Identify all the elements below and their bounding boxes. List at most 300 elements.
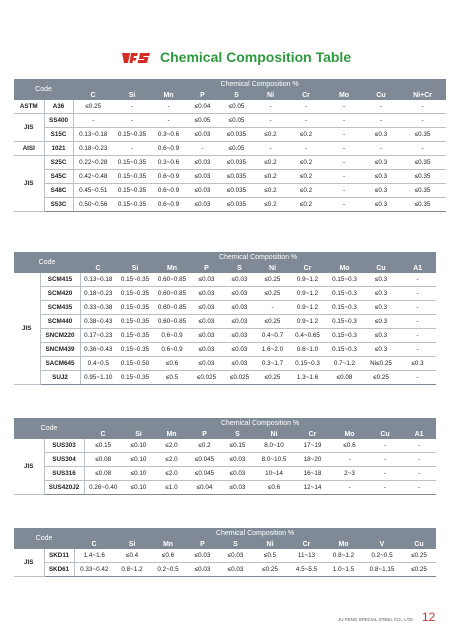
grade-cell: SUS420J2 <box>44 481 84 495</box>
jfs-logo <box>120 50 154 66</box>
value-cell: 0.4~0.5 <box>80 357 116 371</box>
value-cell: 0.13~0.18 <box>73 128 113 142</box>
value-cell: 0.2~0.5 <box>150 563 186 577</box>
value-cell: - <box>287 114 325 128</box>
value-cell: 0.15~0.35 <box>116 371 154 385</box>
value-cell: 0.13~0.18 <box>80 273 116 287</box>
value-cell: ≤0.25 <box>363 371 399 385</box>
value-cell: - <box>402 439 436 453</box>
grade-cell: S45C <box>44 170 73 184</box>
value-cell: ≤0.6 <box>331 439 368 453</box>
value-cell: 0.15~0.3 <box>326 301 363 315</box>
grade-cell: SUS304 <box>44 453 84 467</box>
value-cell: ≤0.03 <box>186 198 219 212</box>
value-cell: 4.5~5.5 <box>288 563 325 577</box>
value-cell: - <box>113 142 151 156</box>
table-row <box>14 114 446 128</box>
value-cell: ≤0.2 <box>287 184 325 198</box>
col-header: C <box>74 539 114 549</box>
standard-cell: JIS <box>14 156 44 212</box>
value-cell: 0.15~0.35 <box>116 287 154 301</box>
grade-cell: SUS303 <box>44 439 84 453</box>
value-cell: 0.6~0.9 <box>151 170 186 184</box>
table-row <box>14 198 446 212</box>
value-cell: ≤0.25 <box>402 563 436 577</box>
standard-cell: JIS <box>14 114 44 142</box>
value-cell: ≤0.3 <box>399 357 436 371</box>
value-cell: 0.15~0.3 <box>326 273 363 287</box>
value-cell: ≤2.0 <box>155 439 188 453</box>
value-cell: ≤0.03 <box>223 273 256 287</box>
col-header: Cr <box>288 539 325 549</box>
col-header: Mo <box>331 429 368 439</box>
value-cell: ≤0.3 <box>363 343 399 357</box>
value-cell: - <box>363 100 399 114</box>
grade-cell: SCM435 <box>40 301 80 315</box>
chem-table-stainless-steel <box>14 418 436 495</box>
grade-cell: S48C <box>44 184 73 198</box>
grade-cell: SKD11 <box>44 549 74 563</box>
value-cell: 1.3~1.6 <box>289 371 326 385</box>
value-cell: - <box>325 100 363 114</box>
value-cell: - <box>256 301 289 315</box>
grade-cell: SCM440 <box>40 315 80 329</box>
value-cell: ≤2.0 <box>155 467 188 481</box>
col-header: S <box>223 263 256 273</box>
standard-cell: ASTM <box>14 100 44 114</box>
value-cell: ≤1.0 <box>155 481 188 495</box>
value-cell: 0.4~0.65 <box>289 329 326 343</box>
value-cell: - <box>73 114 113 128</box>
col-header: P <box>186 539 219 549</box>
value-cell: ≤0.3 <box>363 198 399 212</box>
value-cell: 0.45~0.51 <box>73 184 113 198</box>
grade-cell: S15C <box>44 128 73 142</box>
code-header: Code <box>14 79 73 100</box>
col-header: S <box>219 539 252 549</box>
value-cell: ≤0.3 <box>363 301 399 315</box>
value-cell: 0.9~1.2 <box>289 273 326 287</box>
table-row <box>14 563 436 577</box>
value-cell: - <box>399 287 436 301</box>
value-cell: 0.17~0.23 <box>80 329 116 343</box>
grade-cell: SNCM220 <box>40 329 80 343</box>
value-cell: 0.9~1.2 <box>289 315 326 329</box>
table-row <box>14 100 446 114</box>
value-cell: - <box>186 142 219 156</box>
value-cell: - <box>151 114 186 128</box>
code-header: Code <box>14 418 84 439</box>
value-cell: ≤0.25 <box>402 549 436 563</box>
col-header: Mo <box>326 263 363 273</box>
value-cell: 0.3~0.6 <box>151 156 186 170</box>
value-cell: - <box>399 273 436 287</box>
value-cell: - <box>325 128 363 142</box>
value-cell: ≤0.5 <box>154 371 190 385</box>
value-cell: 0.15~0.35 <box>116 315 154 329</box>
value-cell: ≤2.0 <box>155 453 188 467</box>
grade-cell: S53C <box>44 198 73 212</box>
value-cell: 0.50~0.56 <box>73 198 113 212</box>
standard-cell: JIS <box>14 549 44 577</box>
value-cell: - <box>254 100 287 114</box>
table-row <box>14 273 436 287</box>
table-row <box>14 343 436 357</box>
value-cell: ≤0.3 <box>363 329 399 343</box>
value-cell: 0.15~0.3 <box>326 287 363 301</box>
value-cell: 1.4~1.6 <box>74 549 114 563</box>
value-cell: ≤0.03 <box>190 273 223 287</box>
col-header: Cu <box>368 429 402 439</box>
value-cell: ≤0.035 <box>219 198 254 212</box>
col-header: Si <box>116 263 154 273</box>
value-cell: 10~14 <box>254 467 294 481</box>
value-cell: ≤0.03 <box>186 184 219 198</box>
value-cell: 2~3 <box>331 467 368 481</box>
table-row <box>14 156 446 170</box>
value-cell: ≤0.2 <box>254 128 287 142</box>
chem-table-tool-steel <box>14 528 436 577</box>
grade-cell: SACM645 <box>40 357 80 371</box>
value-cell: ≤0.05 <box>219 114 254 128</box>
value-cell: 0.15~0.35 <box>116 301 154 315</box>
grade-cell: SNCM439 <box>40 343 80 357</box>
value-cell: ≤0.03 <box>223 287 256 301</box>
footer-company: JU FENG SPECIAL STEEL CO., LTD. <box>338 617 414 622</box>
value-cell: ≤0.03 <box>219 563 252 577</box>
value-cell: 1.6~2.0 <box>256 343 289 357</box>
col-header: Cr <box>294 429 331 439</box>
value-cell: - <box>363 142 399 156</box>
value-cell: - <box>325 184 363 198</box>
col-header: Cu <box>363 90 399 100</box>
value-cell: - <box>363 114 399 128</box>
value-cell: ≤0.035 <box>219 128 254 142</box>
value-cell: 0.15~0.3 <box>326 343 363 357</box>
value-cell: 0.15~0.3 <box>326 329 363 343</box>
value-cell: 0.8~1.2 <box>325 549 362 563</box>
value-cell: ≤0.2 <box>287 128 325 142</box>
value-cell: ≤0.03 <box>190 343 223 357</box>
col-header: A1 <box>399 263 436 273</box>
value-cell: ≤0.2 <box>254 184 287 198</box>
value-cell: ≤0.2 <box>287 170 325 184</box>
value-cell: 0.95~1.10 <box>80 371 116 385</box>
value-cell: 0.15~0.35 <box>116 273 154 287</box>
value-cell: ≤0.35 <box>399 128 446 142</box>
grade-cell: SKD61 <box>44 563 74 577</box>
table-row <box>14 301 436 315</box>
col-header: Cr <box>287 90 325 100</box>
grade-cell: SCM420 <box>40 287 80 301</box>
value-cell: 0.9~1.2 <box>289 287 326 301</box>
grade-cell: SUJ2 <box>40 371 80 385</box>
code-header: Code <box>14 528 74 549</box>
col-header: Ni <box>254 429 294 439</box>
col-header: Cu <box>363 263 399 273</box>
value-cell: 0.60~0.85 <box>154 301 190 315</box>
col-header: C <box>84 429 122 439</box>
value-cell: 0.8~1.15 <box>362 563 402 577</box>
value-cell: ≤0.6 <box>254 481 294 495</box>
value-cell: ≤0.25 <box>256 287 289 301</box>
value-cell: ≤0.3 <box>363 315 399 329</box>
table-row <box>14 439 436 453</box>
value-cell: ≤0.045 <box>188 453 221 467</box>
value-cell: - <box>399 142 446 156</box>
value-cell: ≤0.035 <box>219 184 254 198</box>
value-cell: ≤0.2 <box>254 170 287 184</box>
value-cell: - <box>331 481 368 495</box>
value-cell: ≤0.2 <box>287 156 325 170</box>
value-cell: 0.15~0.3 <box>326 315 363 329</box>
value-cell: ≤0.03 <box>223 329 256 343</box>
value-cell: - <box>287 100 325 114</box>
value-cell: - <box>399 329 436 343</box>
value-cell: - <box>254 114 287 128</box>
value-cell: - <box>325 156 363 170</box>
value-cell: ≤0.35 <box>399 170 446 184</box>
value-cell: 0.15~0.35 <box>116 329 154 343</box>
value-cell: ≤0.10 <box>122 467 155 481</box>
value-cell: ≤0.03 <box>186 156 219 170</box>
chem-header: Chemical Composition % <box>74 528 436 539</box>
col-header: C <box>73 90 113 100</box>
value-cell: ≤0.10 <box>122 453 155 467</box>
chem-table-alloy-steel <box>14 252 436 385</box>
col-header: Ni+Cr <box>399 90 446 100</box>
value-cell: ≤0.03 <box>186 170 219 184</box>
value-cell: 0.15~0.35 <box>113 170 151 184</box>
value-cell: 0.8~1.2 <box>114 563 150 577</box>
value-cell: ≤0.08 <box>326 371 363 385</box>
col-header: Ni <box>254 90 287 100</box>
value-cell: 0.26~0.40 <box>84 481 122 495</box>
value-cell: ≤0.03 <box>223 315 256 329</box>
value-cell: ≤0.035 <box>219 170 254 184</box>
value-cell: 0.6~0.9 <box>151 198 186 212</box>
table-row <box>14 357 436 371</box>
col-header: Mo <box>325 90 363 100</box>
value-cell: ≤0.35 <box>399 156 446 170</box>
value-cell: - <box>399 100 446 114</box>
value-cell: - <box>402 453 436 467</box>
value-cell: ≤0.10 <box>122 481 155 495</box>
value-cell: ≤0.6 <box>154 357 190 371</box>
grade-cell: SCM415 <box>40 273 80 287</box>
value-cell: 8.0~10 <box>254 439 294 453</box>
value-cell: 0.42~0.48 <box>73 170 113 184</box>
value-cell: ≤0.35 <box>399 184 446 198</box>
col-header: Ni <box>252 539 288 549</box>
page-number: 12 <box>422 610 436 624</box>
value-cell: ≤0.6 <box>150 549 186 563</box>
value-cell: Ni≤0.25 <box>363 357 399 371</box>
value-cell: - <box>325 170 363 184</box>
value-cell: 8.0~10.5 <box>254 453 294 467</box>
value-cell: 0.22~0.28 <box>73 156 113 170</box>
col-header: Si <box>113 90 151 100</box>
value-cell: 0.33~0.38 <box>80 301 116 315</box>
page-title: Chemical Composition Table <box>160 49 352 65</box>
value-cell: ≤0.03 <box>190 315 223 329</box>
value-cell: - <box>399 114 446 128</box>
col-header: Mn <box>155 429 188 439</box>
value-cell: ≤0.04 <box>186 100 219 114</box>
col-header: Mn <box>150 539 186 549</box>
value-cell: 0.33~0.42 <box>74 563 114 577</box>
value-cell: 0.3~0.6 <box>151 128 186 142</box>
col-header: P <box>188 429 221 439</box>
value-cell: - <box>151 100 186 114</box>
value-cell: ≤0.03 <box>190 301 223 315</box>
table-row <box>14 549 436 563</box>
value-cell: ≤0.05 <box>186 114 219 128</box>
value-cell: 0.15~0.35 <box>113 198 151 212</box>
col-header: A1 <box>402 429 436 439</box>
value-cell: 0.60~0.85 <box>154 273 190 287</box>
table-row <box>14 329 436 343</box>
col-header: S <box>219 90 254 100</box>
col-header: S <box>221 429 254 439</box>
value-cell: - <box>287 142 325 156</box>
value-cell: 0.6~1.0 <box>289 343 326 357</box>
value-cell: ≤0.08 <box>84 467 122 481</box>
grade-cell: SUS316 <box>44 467 84 481</box>
value-cell: 0.15~0.35 <box>113 156 151 170</box>
value-cell: - <box>399 301 436 315</box>
value-cell: - <box>113 114 151 128</box>
table-row <box>14 170 446 184</box>
value-cell: ≤0.03 <box>190 329 223 343</box>
value-cell: - <box>399 315 436 329</box>
value-cell: ≤0.25 <box>73 100 113 114</box>
value-cell: 0.15~0.50 <box>116 357 154 371</box>
value-cell: ≤0.2 <box>188 439 221 453</box>
value-cell: - <box>399 371 436 385</box>
value-cell: ≤0.2 <box>254 198 287 212</box>
table-row <box>14 467 436 481</box>
value-cell: ≤0.15 <box>221 439 254 453</box>
table-row <box>14 453 436 467</box>
chem-table-carbon-steel <box>14 79 446 212</box>
value-cell: ≤0.25 <box>252 563 288 577</box>
value-cell: ≤0.08 <box>84 453 122 467</box>
value-cell: ≤0.35 <box>399 198 446 212</box>
value-cell: ≤0.03 <box>186 128 219 142</box>
value-cell: - <box>331 453 368 467</box>
col-header: Mo <box>325 539 362 549</box>
value-cell: 0.60~0.85 <box>154 315 190 329</box>
value-cell: 18~20 <box>294 453 331 467</box>
value-cell: ≤0.03 <box>221 467 254 481</box>
col-header: Cr <box>289 263 326 273</box>
value-cell: ≤0.025 <box>190 371 223 385</box>
value-cell: ≤0.4 <box>114 549 150 563</box>
value-cell: ≤0.2 <box>287 198 325 212</box>
value-cell: - <box>368 439 402 453</box>
value-cell: 0.18~0.23 <box>73 142 113 156</box>
value-cell: ≤0.03 <box>221 453 254 467</box>
value-cell: ≤0.3 <box>363 287 399 301</box>
chem-header: Chemical Composition % <box>84 418 436 429</box>
table-row <box>14 184 446 198</box>
col-header: Mn <box>154 263 190 273</box>
grade-cell: A36 <box>44 100 73 114</box>
value-cell: 11~13 <box>288 549 325 563</box>
value-cell: - <box>325 142 363 156</box>
table-row <box>14 142 446 156</box>
col-header: V <box>362 539 402 549</box>
value-cell: 0.9~1.2 <box>289 301 326 315</box>
value-cell: ≤0.03 <box>190 357 223 371</box>
value-cell: - <box>368 481 402 495</box>
value-cell: 0.38~0.43 <box>80 315 116 329</box>
value-cell: 0.60~0.85 <box>154 287 190 301</box>
col-header: P <box>186 90 219 100</box>
standard-cell: JIS <box>14 273 40 385</box>
value-cell: 12~14 <box>294 481 331 495</box>
col-header: Si <box>122 429 155 439</box>
value-cell: ≤0.03 <box>223 343 256 357</box>
value-cell: 17~19 <box>294 439 331 453</box>
col-header: Si <box>114 539 150 549</box>
value-cell: ≤0.03 <box>219 549 252 563</box>
value-cell: ≤0.5 <box>252 549 288 563</box>
value-cell: ≤0.25 <box>256 371 289 385</box>
page-header <box>0 44 450 72</box>
value-cell: ≤0.045 <box>188 467 221 481</box>
value-cell: - <box>368 467 402 481</box>
table-row <box>14 128 446 142</box>
grade-cell: 1021 <box>44 142 73 156</box>
value-cell: ≤0.3 <box>363 184 399 198</box>
value-cell: 0.15~0.35 <box>113 184 151 198</box>
code-header: Code <box>14 252 80 273</box>
grade-cell: SS400 <box>44 114 73 128</box>
value-cell: ≤0.035 <box>219 156 254 170</box>
value-cell: - <box>113 100 151 114</box>
value-cell: ≤0.03 <box>186 549 219 563</box>
col-header: P <box>190 263 223 273</box>
value-cell: 1.0~1.5 <box>325 563 362 577</box>
value-cell: ≤0.3 <box>363 170 399 184</box>
value-cell: 0.2~0.5 <box>362 549 402 563</box>
value-cell: ≤0.03 <box>221 481 254 495</box>
col-header: C <box>80 263 116 273</box>
value-cell: - <box>399 343 436 357</box>
value-cell: 0.6~0.9 <box>151 142 186 156</box>
table-row <box>14 371 436 385</box>
value-cell: 0.15~0.3 <box>289 357 326 371</box>
table-row <box>14 481 436 495</box>
value-cell: 0.3~1.7 <box>256 357 289 371</box>
col-header: Mn <box>151 90 186 100</box>
value-cell: ≤0.3 <box>363 273 399 287</box>
table-row <box>14 315 436 329</box>
value-cell: ≤0.03 <box>223 357 256 371</box>
value-cell: ≤0.10 <box>122 439 155 453</box>
value-cell: ≤0.03 <box>223 301 256 315</box>
value-cell: ≤0.05 <box>219 100 254 114</box>
value-cell: 0.36~0.43 <box>80 343 116 357</box>
grade-cell: S25C <box>44 156 73 170</box>
chem-header: Chemical Composition % <box>73 79 446 90</box>
value-cell: ≤0.03 <box>186 563 219 577</box>
chem-header: Chemical Composition % <box>80 252 436 263</box>
col-header: Cu <box>402 539 436 549</box>
standard-cell: AISI <box>14 142 44 156</box>
